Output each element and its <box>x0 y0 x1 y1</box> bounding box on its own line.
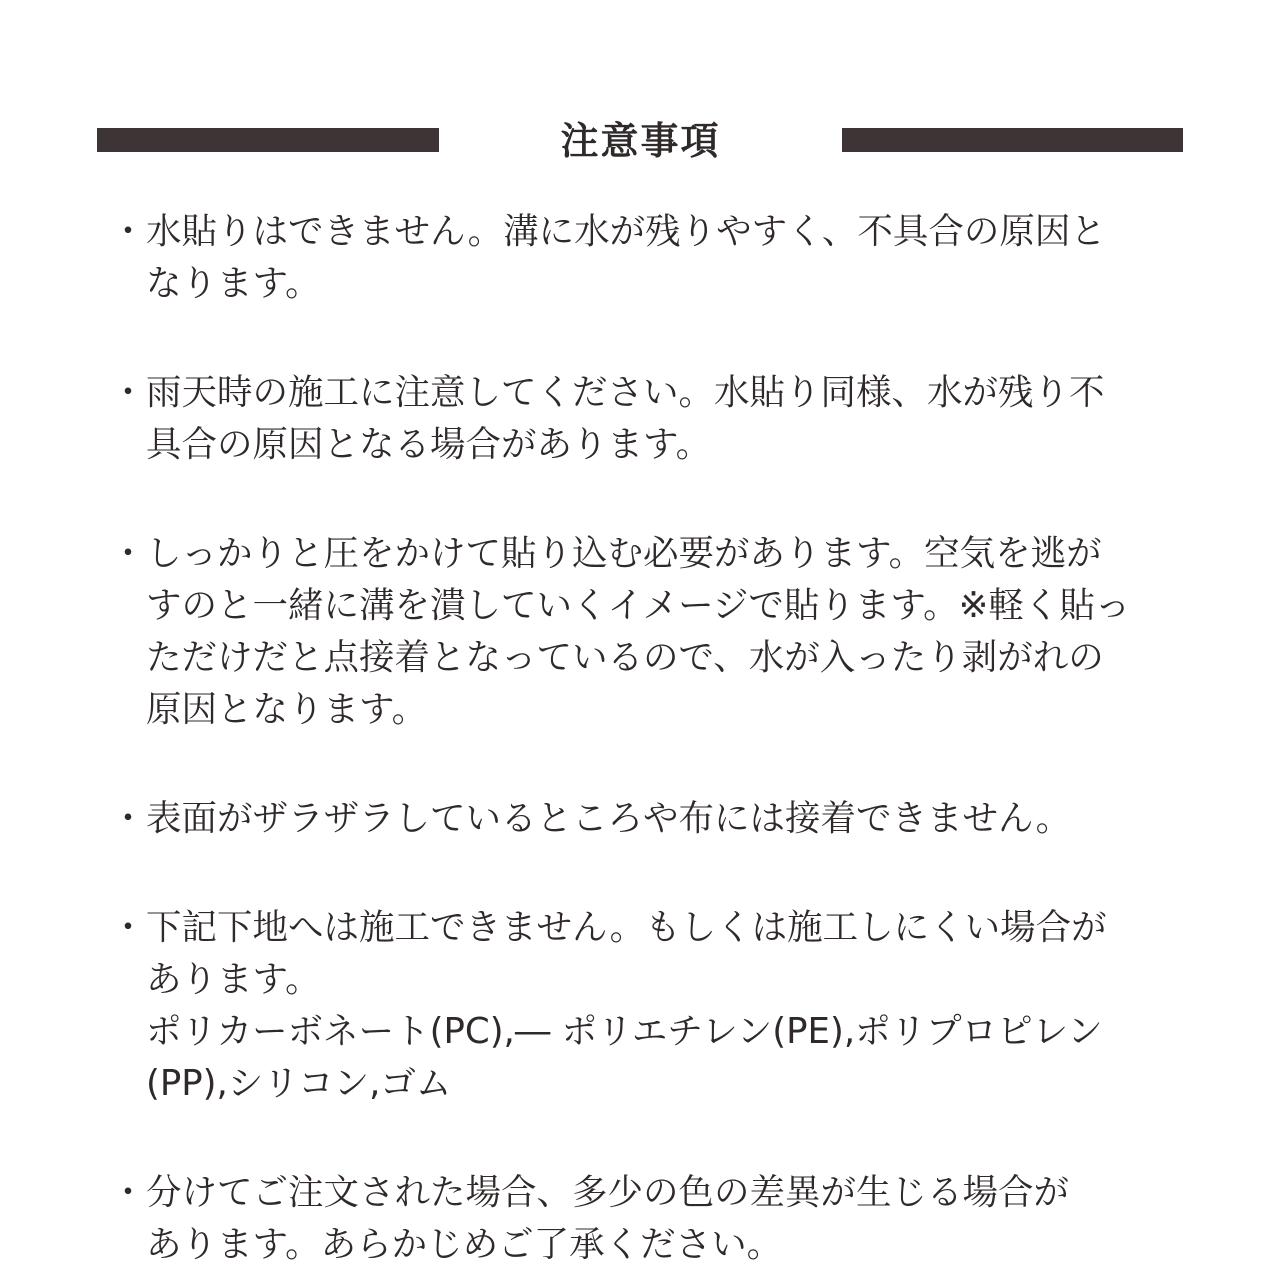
note-item <box>110 528 1180 736</box>
note-line: (PP),シリコン,ゴム <box>146 1063 452 1104</box>
note-item <box>110 206 1180 310</box>
note-item <box>110 367 1180 471</box>
bullet-icon: ・ <box>110 1172 146 1213</box>
note-line: ただけだと点接着となっているので、水が入ったり剥がれの <box>146 637 1104 678</box>
note-item <box>110 1167 1180 1271</box>
bullet-icon: ・ <box>110 372 146 413</box>
bullet-icon: ・ <box>110 533 146 574</box>
header-rule-right <box>842 128 1183 152</box>
note-line: 水貼りはできません。溝に水が残りやすく、不具合の原因と <box>146 211 1106 252</box>
note-line: 表面がザラザラしているところや布には接着できません。 <box>146 798 1072 839</box>
bullet-icon: ・ <box>110 798 146 839</box>
note-line: すのと一緒に溝を潰していくイメージで貼ります。※軽く貼っ <box>146 585 1131 626</box>
note-line: あります。 <box>146 959 321 1000</box>
note-item <box>110 793 1180 845</box>
note-line: ポリカーボネート(PC),― ポリエチレン(PE),ポリプロピレン <box>146 1011 1103 1052</box>
note-line: 具合の原因となる場合があります。 <box>146 424 712 465</box>
note-item <box>110 902 1180 1110</box>
note-line: 雨天時の施工に注意してください。水貼り同様、水が残り不 <box>146 372 1105 413</box>
section-header <box>0 112 1280 170</box>
note-line: 下記下地へは施工できません。もしくは施工しにくい場合が <box>146 907 1107 948</box>
note-line: 分けてご注文された場合、多少の色の差異が生じる場合が <box>146 1172 1070 1213</box>
notes-list <box>110 206 1180 1271</box>
bullet-icon: ・ <box>110 211 146 252</box>
note-line: なります。 <box>146 263 321 304</box>
note-line: あります。あらかじめご了承ください。 <box>146 1224 783 1265</box>
page-title: 注意事項 <box>560 119 721 163</box>
bullet-icon: ・ <box>110 907 146 948</box>
note-line: 原因となります。 <box>146 689 428 730</box>
note-line: しっかりと圧をかけて貼り込む必要があります。空気を逃が <box>146 533 1102 574</box>
header-rule-left <box>97 128 439 152</box>
